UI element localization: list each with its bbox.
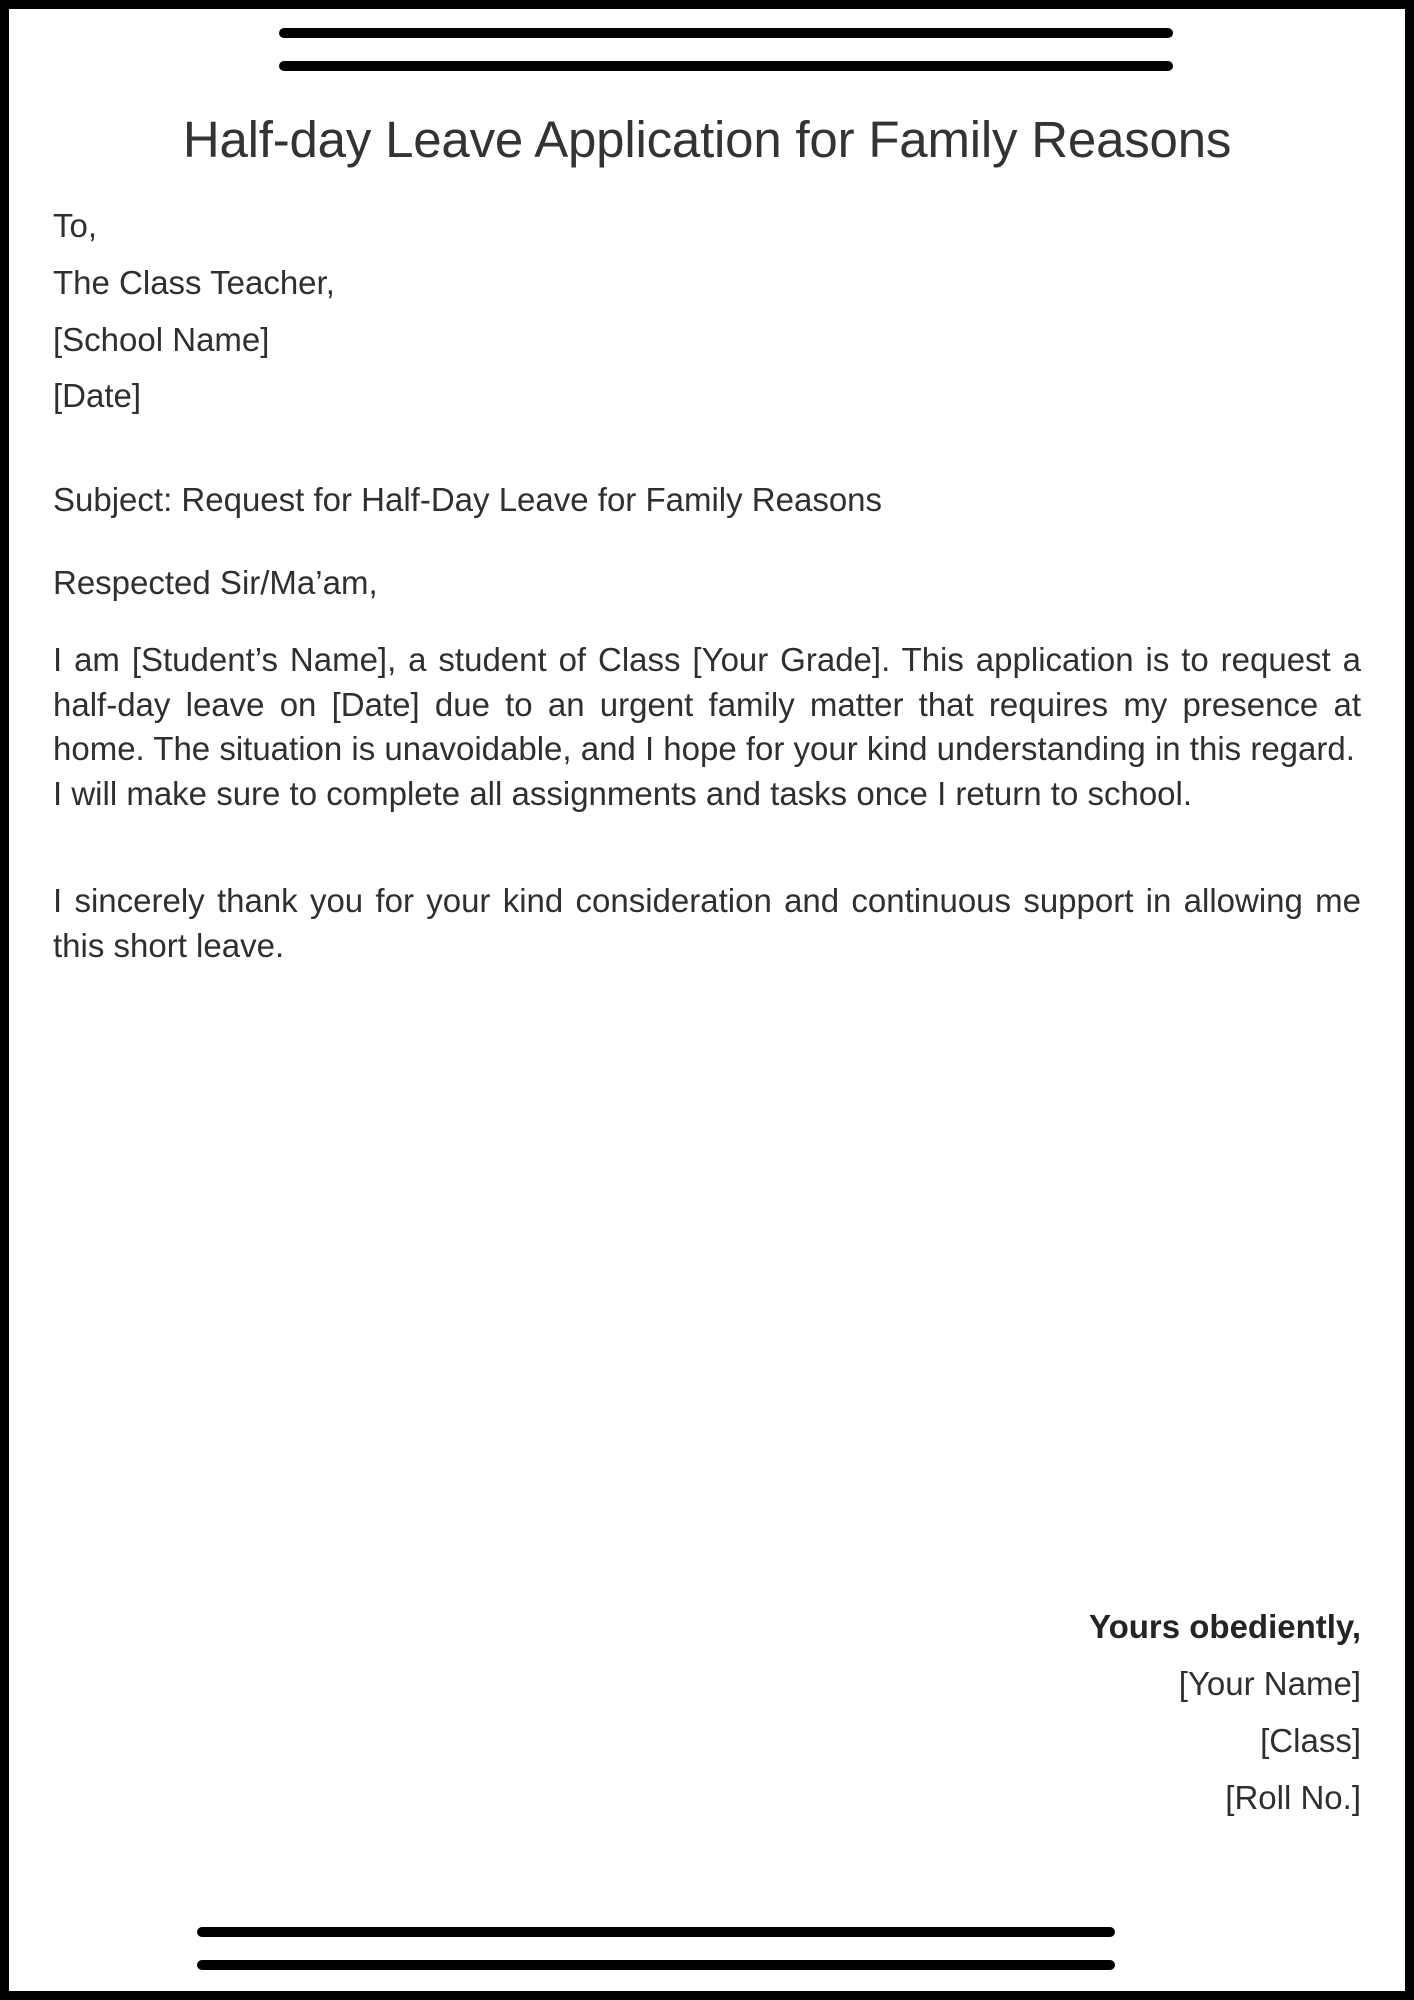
body-paragraph-1: I am [Student’s Name], a student of Class [Your Grade]. This application is to request a half-day leave on [Date] due to an urgent family matter that requires my presence at home. The situation is unavoidable, and I hope for your kind understanding in this regard. [53, 640, 1361, 768]
bottom-rule-second [197, 1960, 1115, 1970]
letter-content-area [9, 9, 1405, 1991]
spacer-before-paragraph-3 [53, 817, 1361, 879]
recipient-addressee: The Class Teacher, [53, 264, 335, 302]
spacer-before-salutation [53, 529, 1361, 555]
recipient-to-label: To, [53, 207, 98, 245]
spacer-before-subject [53, 424, 1361, 472]
signature-class: [Class] [1260, 1721, 1361, 1759]
recipient-date: [Date] [53, 377, 142, 415]
signature-closing: Yours obediently, [1089, 1607, 1361, 1645]
spacer-before-paragraph-1 [53, 612, 1361, 638]
body-paragraph-3: I sincerely thank you for your kind consideration and continuous support in allowing me this short leave. [53, 882, 1361, 964]
top-rule-second [279, 61, 1173, 71]
letter-body [53, 198, 1361, 968]
salutation: Respected Sir/Ma’am, [53, 563, 378, 601]
bottom-rule-group [197, 1927, 1115, 1970]
subject-line: Subject: Request for Half-Day Leave for Family Reasons [53, 481, 883, 519]
top-rule-group [279, 9, 1173, 71]
signature-block [601, 1598, 1361, 1826]
signature-name: [Your Name] [1178, 1664, 1361, 1702]
top-rule-first [279, 28, 1173, 38]
bottom-rule-first [197, 1927, 1115, 1937]
signature-roll-no: [Roll No.] [1225, 1778, 1361, 1816]
recipient-school-name: [School Name] [53, 320, 270, 358]
page-title: Half-day Leave Application for Family Reasons [182, 111, 1232, 168]
body-paragraph-2: I will make sure to complete all assignments and tasks once I return to school. [53, 775, 1193, 813]
